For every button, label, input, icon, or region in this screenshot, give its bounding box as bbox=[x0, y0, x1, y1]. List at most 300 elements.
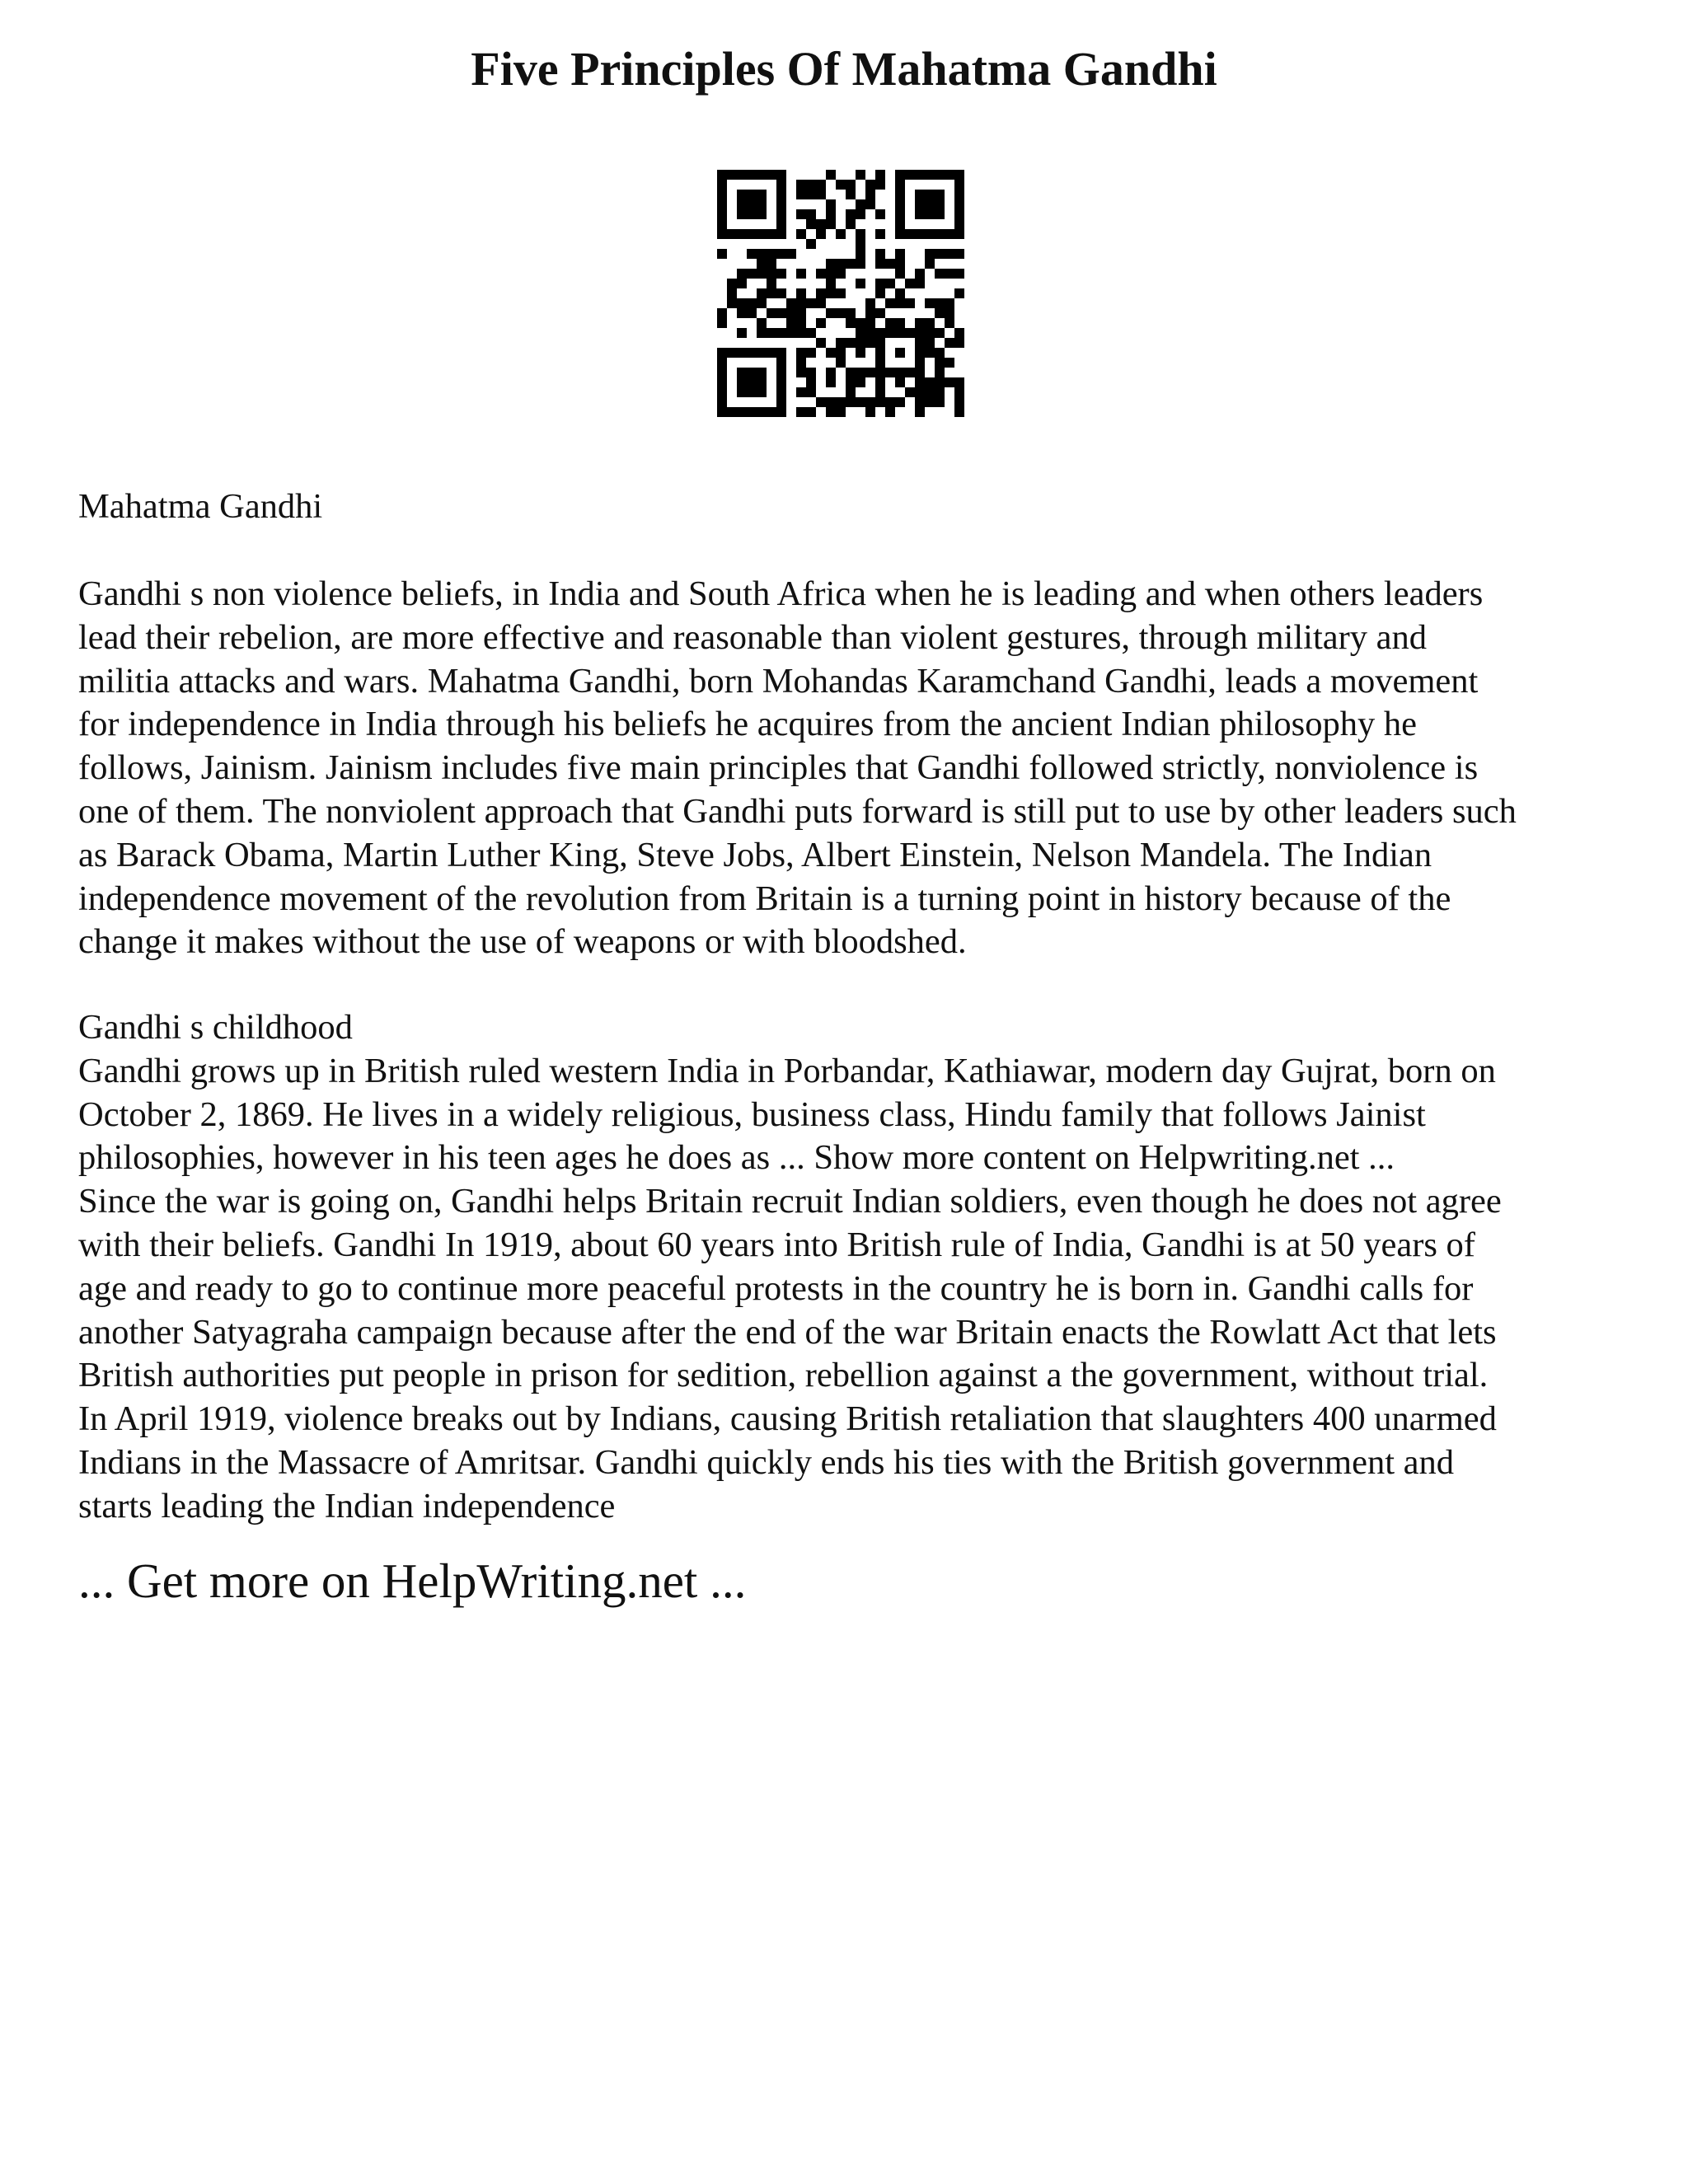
qr-module bbox=[865, 298, 875, 308]
qr-module bbox=[786, 328, 796, 338]
qr-module bbox=[856, 377, 865, 387]
qr-module bbox=[875, 338, 885, 348]
qr-module bbox=[875, 358, 885, 368]
qr-module bbox=[767, 407, 776, 417]
qr-module bbox=[895, 288, 905, 298]
qr-module bbox=[895, 318, 905, 328]
qr-module bbox=[816, 229, 826, 239]
qr-module bbox=[865, 338, 875, 348]
qr-module bbox=[717, 180, 727, 190]
qr-module bbox=[796, 318, 806, 328]
qr-module bbox=[826, 288, 836, 298]
qr-module bbox=[954, 407, 964, 417]
qr-module bbox=[954, 209, 964, 219]
qr-module bbox=[826, 199, 836, 209]
qr-module bbox=[905, 229, 915, 239]
qr-module bbox=[895, 170, 905, 180]
qr-module bbox=[846, 259, 856, 269]
section-heading: Mahatma Gandhi bbox=[78, 487, 323, 526]
qr-module bbox=[925, 190, 935, 199]
qr-module bbox=[786, 318, 796, 328]
qr-module bbox=[846, 318, 856, 328]
qr-module bbox=[806, 239, 816, 249]
qr-code-icon bbox=[717, 170, 964, 417]
qr-module bbox=[865, 407, 875, 417]
qr-module bbox=[747, 407, 757, 417]
qr-module bbox=[846, 219, 856, 229]
qr-module bbox=[945, 170, 954, 180]
get-more-link[interactable]: ... Get more on HelpWriting.net ... bbox=[78, 1554, 747, 1608]
qr-module bbox=[776, 180, 786, 190]
qr-module bbox=[935, 298, 945, 308]
qr-module bbox=[875, 377, 885, 387]
qr-module bbox=[776, 288, 786, 298]
qr-module bbox=[816, 397, 826, 407]
qr-module bbox=[796, 298, 806, 308]
qr-module bbox=[747, 190, 757, 199]
qr-module bbox=[757, 298, 767, 308]
qr-module bbox=[717, 407, 727, 417]
qr-module bbox=[767, 348, 776, 358]
qr-module bbox=[826, 259, 836, 269]
qr-module bbox=[816, 219, 826, 229]
qr-module bbox=[776, 348, 786, 358]
qr-module bbox=[945, 338, 954, 348]
qr-module bbox=[826, 407, 836, 417]
qr-module bbox=[806, 298, 816, 308]
paragraph-line: follows, Jainism. Jainism includes five main principles that Gandhi followed strictly, nonviolence is bbox=[78, 748, 1479, 788]
qr-module bbox=[776, 387, 786, 397]
qr-module bbox=[915, 318, 925, 328]
qr-module bbox=[806, 328, 816, 338]
qr-module bbox=[875, 170, 885, 180]
qr-module bbox=[767, 328, 776, 338]
qr-module bbox=[954, 170, 964, 180]
qr-module bbox=[915, 209, 925, 219]
qr-module bbox=[836, 407, 846, 417]
qr-module bbox=[895, 397, 905, 407]
qr-module bbox=[717, 190, 727, 199]
qr-module bbox=[925, 348, 935, 358]
qr-module bbox=[925, 397, 935, 407]
qr-module bbox=[895, 377, 905, 387]
qr-module bbox=[717, 229, 727, 239]
qr-module bbox=[846, 368, 856, 377]
qr-module bbox=[796, 288, 806, 298]
qr-module bbox=[856, 229, 865, 239]
qr-module bbox=[935, 199, 945, 209]
qr-module bbox=[816, 338, 826, 348]
qr-module bbox=[885, 318, 895, 328]
qr-module bbox=[836, 397, 846, 407]
qr-module bbox=[747, 170, 757, 180]
qr-module bbox=[776, 229, 786, 239]
qr-module bbox=[747, 229, 757, 239]
qr-module bbox=[836, 259, 846, 269]
qr-module bbox=[856, 328, 865, 338]
qr-module bbox=[954, 180, 964, 190]
qr-module bbox=[776, 358, 786, 368]
qr-module bbox=[954, 190, 964, 199]
qr-module bbox=[954, 229, 964, 239]
qr-module bbox=[826, 308, 836, 318]
qr-module bbox=[776, 308, 786, 318]
qr-module bbox=[895, 209, 905, 219]
qr-module bbox=[905, 298, 915, 308]
paragraph-line: lead their rebelion, are more effective and reasonable than violent gestures, through military and bbox=[78, 617, 1428, 657]
qr-module bbox=[796, 368, 806, 377]
qr-module bbox=[915, 348, 925, 358]
paragraph-line: Indians in the Massacre of Amritsar. Gandhi quickly ends his ties with the British government and bbox=[78, 1442, 1455, 1482]
qr-module bbox=[925, 249, 935, 259]
qr-module bbox=[757, 190, 767, 199]
paragraph-line: one of them. The nonviolent approach that Gandhi puts forward is still put to use by other leaders such bbox=[78, 791, 1517, 831]
qr-module bbox=[935, 229, 945, 239]
qr-module bbox=[757, 348, 767, 358]
qr-module bbox=[954, 269, 964, 279]
qr-module bbox=[816, 318, 826, 328]
qr-module bbox=[875, 249, 885, 259]
qr-module bbox=[737, 199, 747, 209]
qr-module bbox=[895, 368, 905, 377]
qr-module bbox=[796, 269, 806, 279]
qr-module bbox=[945, 249, 954, 259]
paragraph-line: starts leading the Indian independence bbox=[78, 1486, 616, 1526]
qr-module bbox=[737, 328, 747, 338]
qr-module bbox=[727, 229, 737, 239]
qr-module bbox=[945, 229, 954, 239]
qr-module bbox=[875, 229, 885, 239]
qr-module bbox=[717, 377, 727, 387]
qr-module bbox=[796, 387, 806, 397]
qr-module bbox=[836, 229, 846, 239]
qr-module bbox=[737, 387, 747, 397]
qr-module bbox=[875, 180, 885, 190]
qr-module bbox=[747, 308, 757, 318]
qr-module bbox=[846, 209, 856, 219]
qr-module bbox=[836, 269, 846, 279]
qr-module bbox=[717, 249, 727, 259]
qr-module bbox=[826, 279, 836, 288]
qr-module bbox=[856, 279, 865, 288]
qr-module bbox=[925, 199, 935, 209]
qr-module bbox=[796, 407, 806, 417]
qr-module bbox=[885, 259, 895, 269]
qr-module bbox=[865, 318, 875, 328]
qr-module bbox=[935, 397, 945, 407]
qr-module bbox=[836, 308, 846, 318]
qr-module bbox=[717, 387, 727, 397]
qr-module bbox=[915, 387, 925, 397]
qr-module bbox=[856, 209, 865, 219]
qr-module bbox=[806, 368, 816, 377]
qr-module bbox=[816, 298, 826, 308]
qr-module bbox=[826, 397, 836, 407]
paragraph-line: for independence in India through his beliefs he acquires from the ancient Indian philosophy he bbox=[78, 705, 1417, 744]
qr-module bbox=[747, 377, 757, 387]
qr-module bbox=[836, 180, 846, 190]
qr-module bbox=[727, 348, 737, 358]
qr-module bbox=[757, 368, 767, 377]
qr-module bbox=[895, 190, 905, 199]
qr-module bbox=[895, 348, 905, 358]
qr-module bbox=[945, 298, 954, 308]
qr-module bbox=[767, 279, 776, 288]
qr-module bbox=[767, 249, 776, 259]
qr-module bbox=[915, 368, 925, 377]
qr-module bbox=[826, 377, 836, 387]
qr-module bbox=[826, 209, 836, 219]
qr-module bbox=[925, 229, 935, 239]
qr-module bbox=[885, 298, 895, 308]
qr-module bbox=[816, 190, 826, 199]
qr-module bbox=[727, 170, 737, 180]
qr-module bbox=[915, 407, 925, 417]
qr-module bbox=[776, 209, 786, 219]
qr-module bbox=[757, 269, 767, 279]
qr-module bbox=[757, 249, 767, 259]
paragraph-line: In April 1919, violence breaks out by Indians, causing British retaliation that slaughters 400 unarmed bbox=[78, 1399, 1497, 1439]
qr-module bbox=[856, 259, 865, 269]
qr-module bbox=[747, 387, 757, 397]
qr-module bbox=[875, 387, 885, 397]
qr-module bbox=[757, 209, 767, 219]
qr-module bbox=[905, 387, 915, 397]
qr-module bbox=[737, 209, 747, 219]
qr-module bbox=[915, 229, 925, 239]
paragraph-line: as Barack Obama, Martin Luther King, Steve Jobs, Albert Einstein, Nelson Mandela. The Indian bbox=[78, 835, 1432, 874]
qr-module bbox=[925, 387, 935, 397]
qr-module bbox=[786, 308, 796, 318]
qr-module bbox=[856, 170, 865, 180]
qr-module bbox=[747, 348, 757, 358]
qr-module bbox=[806, 190, 816, 199]
qr-module bbox=[856, 338, 865, 348]
qr-module bbox=[856, 199, 865, 209]
qr-module bbox=[737, 170, 747, 180]
qr-module bbox=[737, 308, 747, 318]
qr-module bbox=[767, 269, 776, 279]
qr-module bbox=[796, 358, 806, 368]
qr-module bbox=[757, 229, 767, 239]
qr-module bbox=[935, 387, 945, 397]
qr-module bbox=[816, 180, 826, 190]
qr-module bbox=[954, 397, 964, 407]
paragraph-line: militia attacks and wars. Mahatma Gandhi, born Mohandas Karamchand Gandhi, leads a movement bbox=[78, 661, 1479, 701]
qr-module bbox=[885, 397, 895, 407]
qr-module bbox=[935, 308, 945, 318]
qr-module bbox=[717, 358, 727, 368]
qr-module bbox=[905, 279, 915, 288]
qr-module bbox=[895, 328, 905, 338]
qr-module bbox=[915, 377, 925, 387]
qr-module bbox=[717, 170, 727, 180]
qr-module bbox=[717, 308, 727, 318]
qr-module bbox=[846, 397, 856, 407]
qr-module bbox=[875, 288, 885, 298]
qr-module bbox=[885, 368, 895, 377]
qr-module bbox=[846, 387, 856, 397]
qr-module bbox=[767, 259, 776, 269]
qr-module bbox=[737, 348, 747, 358]
qr-module bbox=[895, 180, 905, 190]
qr-module bbox=[757, 407, 767, 417]
qr-module bbox=[747, 298, 757, 308]
qr-module bbox=[727, 298, 737, 308]
qr-module bbox=[717, 219, 727, 229]
qr-module bbox=[747, 269, 757, 279]
qr-module bbox=[954, 249, 964, 259]
qr-module bbox=[885, 279, 895, 288]
qr-module bbox=[935, 328, 945, 338]
qr-module bbox=[737, 229, 747, 239]
qr-module bbox=[915, 269, 925, 279]
qr-module bbox=[806, 407, 816, 417]
qr-module bbox=[945, 269, 954, 279]
qr-module bbox=[757, 288, 767, 298]
section-childhood bbox=[78, 1006, 1628, 1529]
qr-module bbox=[767, 308, 776, 318]
qr-module bbox=[954, 338, 964, 348]
qr-module bbox=[737, 190, 747, 199]
qr-module bbox=[846, 190, 856, 199]
qr-module bbox=[826, 368, 836, 377]
paragraph-line: October 2, 1869. He lives in a widely religious, business class, Hindu family that follows Jainist bbox=[78, 1094, 1426, 1134]
section-heading-childhood: Gandhi s childhood bbox=[78, 1008, 353, 1047]
qr-module bbox=[935, 269, 945, 279]
qr-module bbox=[915, 199, 925, 209]
qr-module bbox=[786, 298, 796, 308]
qr-module bbox=[776, 249, 786, 259]
qr-module bbox=[826, 348, 836, 358]
qr-module bbox=[954, 377, 964, 387]
qr-module bbox=[915, 397, 925, 407]
qr-module bbox=[717, 318, 727, 328]
page-title: Five Principles Of Mahatma Gandhi bbox=[471, 42, 1217, 96]
qr-module bbox=[945, 358, 954, 368]
qr-module bbox=[915, 279, 925, 288]
qr-module bbox=[925, 259, 935, 269]
qr-module bbox=[865, 308, 875, 318]
qr-module bbox=[905, 170, 915, 180]
qr-module bbox=[767, 170, 776, 180]
qr-module bbox=[925, 170, 935, 180]
qr-module bbox=[895, 249, 905, 259]
qr-module bbox=[895, 219, 905, 229]
qr-module bbox=[717, 348, 727, 358]
qr-module bbox=[796, 209, 806, 219]
qr-module bbox=[925, 377, 935, 387]
qr-module bbox=[776, 190, 786, 199]
qr-module bbox=[905, 328, 915, 338]
qr-module bbox=[767, 288, 776, 298]
qr-module bbox=[727, 288, 737, 298]
qr-module bbox=[935, 368, 945, 377]
qr-module bbox=[806, 387, 816, 397]
qr-module bbox=[925, 338, 935, 348]
qr-module bbox=[776, 199, 786, 209]
paragraph-line: independence movement of the revolution from Britain is a turning point in history because of the bbox=[78, 879, 1451, 918]
qr-module bbox=[935, 190, 945, 199]
qr-module bbox=[875, 397, 885, 407]
qr-module bbox=[776, 368, 786, 377]
qr-module bbox=[915, 338, 925, 348]
qr-module bbox=[757, 199, 767, 209]
qr-module bbox=[776, 170, 786, 180]
qr-module bbox=[776, 407, 786, 417]
qr-module bbox=[895, 199, 905, 209]
qr-module bbox=[865, 180, 875, 190]
qr-module bbox=[836, 338, 846, 348]
qr-module bbox=[737, 269, 747, 279]
qr-module bbox=[796, 229, 806, 239]
qr-module bbox=[875, 209, 885, 219]
paragraph-line: Gandhi s non violence beliefs, in India and South Africa when he is leading and when others leaders bbox=[78, 574, 1484, 613]
qr-module bbox=[796, 180, 806, 190]
qr-module bbox=[954, 199, 964, 209]
qr-module bbox=[935, 358, 945, 368]
qr-module bbox=[757, 259, 767, 269]
qr-module bbox=[796, 190, 806, 199]
qr-module bbox=[836, 288, 846, 298]
qr-module bbox=[846, 377, 856, 387]
qr-module bbox=[806, 180, 816, 190]
paragraph-line: another Satyagraha campaign because after the end of the war Britain enacts the Rowlatt Act that lets bbox=[78, 1312, 1497, 1352]
qr-module bbox=[905, 368, 915, 377]
qr-module bbox=[737, 407, 747, 417]
qr-module bbox=[856, 397, 865, 407]
qr-module bbox=[856, 249, 865, 259]
qr-module bbox=[806, 209, 816, 219]
qr-module bbox=[846, 180, 856, 190]
qr-module bbox=[776, 397, 786, 407]
qr-module bbox=[846, 308, 856, 318]
paragraph-line: change it makes without the use of weapons or with bloodshed. bbox=[78, 922, 967, 962]
qr-module bbox=[796, 348, 806, 358]
paragraph-line: Gandhi grows up in British ruled western India in Porbandar, Kathiawar, modern day Gujrat, born on bbox=[78, 1051, 1496, 1090]
qr-module bbox=[925, 318, 935, 328]
qr-module bbox=[786, 249, 796, 259]
qr-module bbox=[935, 377, 945, 387]
qr-module bbox=[925, 328, 935, 338]
qr-module bbox=[816, 288, 826, 298]
qr-module bbox=[915, 170, 925, 180]
qr-module bbox=[826, 170, 836, 180]
qr-module bbox=[717, 368, 727, 377]
qr-module bbox=[836, 358, 846, 368]
qr-module bbox=[727, 279, 737, 288]
paragraph-line: Since the war is going on, Gandhi helps Britain recruit Indian soldiers, even though he does not agree bbox=[78, 1182, 1502, 1221]
qr-module bbox=[757, 170, 767, 180]
qr-module bbox=[717, 209, 727, 219]
qr-module bbox=[875, 259, 885, 269]
qr-module bbox=[776, 377, 786, 387]
qr-module bbox=[767, 229, 776, 239]
qr-module bbox=[737, 298, 747, 308]
qr-module bbox=[737, 279, 747, 288]
qr-module bbox=[796, 328, 806, 338]
qr-module bbox=[865, 397, 875, 407]
qr-module bbox=[875, 279, 885, 288]
qr-module bbox=[747, 209, 757, 219]
qr-module bbox=[935, 249, 945, 259]
qr-module bbox=[885, 328, 895, 338]
qr-module bbox=[954, 288, 964, 298]
qr-module bbox=[945, 377, 954, 387]
qr-module bbox=[945, 308, 954, 318]
qr-module bbox=[856, 348, 865, 358]
qr-module bbox=[945, 318, 954, 328]
